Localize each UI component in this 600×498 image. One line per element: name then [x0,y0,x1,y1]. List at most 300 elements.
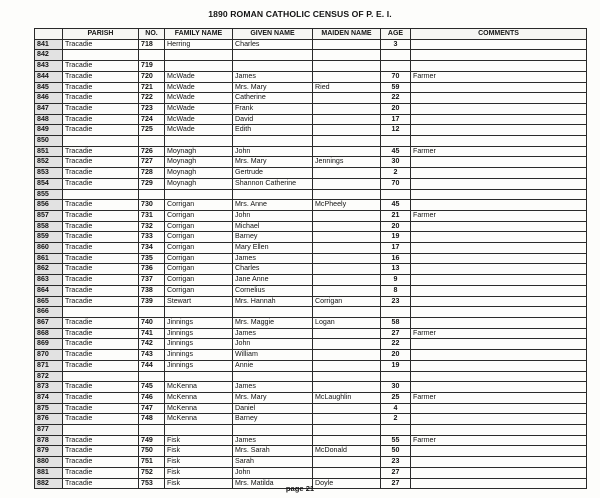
given-name-cell: James [233,382,313,393]
maiden-name-cell [313,360,381,371]
comments-cell [411,285,587,296]
family-name-cell: Moynagh [165,146,233,157]
table-row [35,339,587,350]
number-cell: 748 [139,414,165,425]
parish-cell: Tracadie [63,61,139,72]
comments-cell [411,317,587,328]
family-name-cell: Jinnings [165,350,233,361]
header-cell-family-name: FAMILY NAME [165,29,233,40]
maiden-name-cell [313,328,381,339]
comments-cell [411,61,587,72]
table-row [35,93,587,104]
census-table [34,28,587,489]
parish-cell [63,371,139,382]
row-number: 876 [35,414,63,425]
age-cell: 55 [381,435,411,446]
age-cell: 59 [381,82,411,93]
given-name-cell: John [233,210,313,221]
comments-cell [411,403,587,414]
comments-cell [411,93,587,104]
age-cell: 3 [381,39,411,50]
comments-cell [411,425,587,436]
family-name-cell [165,307,233,318]
family-name-cell: Corrigan [165,232,233,243]
row-number: 851 [35,146,63,157]
table-row [35,39,587,50]
header-cell-comments: COMMENTS [411,29,587,40]
maiden-name-cell [313,275,381,286]
family-name-cell: Herring [165,39,233,50]
number-cell: 737 [139,275,165,286]
maiden-name-cell [313,371,381,382]
row-number: 855 [35,189,63,200]
table-row [35,285,587,296]
table-row [35,232,587,243]
comments-cell [411,253,587,264]
parish-cell: Tracadie [63,232,139,243]
given-name-cell: John [233,146,313,157]
given-name-cell [233,371,313,382]
maiden-name-cell [313,168,381,179]
given-name-cell: William [233,350,313,361]
table-row [35,425,587,436]
age-cell [381,136,411,147]
maiden-name-cell [313,189,381,200]
table-row [35,157,587,168]
parish-cell: Tracadie [63,350,139,361]
comments-cell [411,39,587,50]
header-cell-parish: PARISH [63,29,139,40]
comments-cell [411,103,587,114]
header-row [35,29,587,40]
comments-cell [411,189,587,200]
table-row [35,328,587,339]
number-cell: 724 [139,114,165,125]
number-cell: 742 [139,339,165,350]
number-cell: 726 [139,146,165,157]
parish-cell: Tracadie [63,264,139,275]
table-row [35,125,587,136]
row-number: 853 [35,168,63,179]
maiden-name-cell [313,307,381,318]
parish-cell: Tracadie [63,103,139,114]
maiden-name-cell [313,39,381,50]
comments-cell [411,125,587,136]
family-name-cell: Corrigan [165,253,233,264]
table-row [35,317,587,328]
table-row [35,200,587,211]
maiden-name-cell: McPheely [313,200,381,211]
row-number: 846 [35,93,63,104]
given-name-cell: Shannon Catherine [233,178,313,189]
family-name-cell [165,136,233,147]
maiden-name-cell [313,103,381,114]
parish-cell: Tracadie [63,339,139,350]
comments-cell [411,157,587,168]
comments-cell [411,200,587,211]
parish-cell: Tracadie [63,360,139,371]
age-cell: 20 [381,350,411,361]
table-row [35,103,587,114]
family-name-cell: Fisk [165,446,233,457]
maiden-name-cell [313,114,381,125]
parish-cell: Tracadie [63,146,139,157]
table-row [35,61,587,72]
comments-cell [411,457,587,468]
age-cell: 70 [381,71,411,82]
age-cell: 30 [381,382,411,393]
comments-cell [411,82,587,93]
table-row [35,403,587,414]
number-cell: 738 [139,285,165,296]
row-number: 868 [35,328,63,339]
given-name-cell [233,136,313,147]
number-cell: 719 [139,61,165,72]
number-cell: 751 [139,457,165,468]
parish-cell: Tracadie [63,478,139,489]
maiden-name-cell: Jennings [313,157,381,168]
parish-cell: Tracadie [63,317,139,328]
number-cell: 746 [139,392,165,403]
row-number: 849 [35,125,63,136]
age-cell: 22 [381,93,411,104]
table-row [35,50,587,61]
age-cell: 27 [381,467,411,478]
parish-cell: Tracadie [63,457,139,468]
family-name-cell: Moynagh [165,157,233,168]
maiden-name-cell [313,457,381,468]
parish-cell: Tracadie [63,178,139,189]
maiden-name-cell: McDonald [313,446,381,457]
row-number: 852 [35,157,63,168]
family-name-cell: Corrigan [165,243,233,254]
number-cell: 753 [139,478,165,489]
row-number: 841 [35,39,63,50]
parish-cell: Tracadie [63,446,139,457]
given-name-cell [233,425,313,436]
number-cell: 745 [139,382,165,393]
table-row [35,189,587,200]
table-row [35,243,587,254]
parish-cell: Tracadie [63,243,139,254]
row-number: 882 [35,478,63,489]
table-row [35,221,587,232]
family-name-cell: Corrigan [165,264,233,275]
family-name-cell: Fisk [165,467,233,478]
family-name-cell: Corrigan [165,200,233,211]
table-row [35,350,587,361]
row-number: 863 [35,275,63,286]
table-row [35,467,587,478]
comments-cell [411,114,587,125]
given-name-cell: Annie [233,360,313,371]
number-cell: 721 [139,82,165,93]
number-cell: 720 [139,71,165,82]
age-cell: 20 [381,221,411,232]
row-number: 881 [35,467,63,478]
family-name-cell: Jinnings [165,328,233,339]
age-cell: 27 [381,478,411,489]
row-number: 859 [35,232,63,243]
age-cell: 23 [381,457,411,468]
family-name-cell: Fisk [165,435,233,446]
age-cell: 21 [381,210,411,221]
row-number: 850 [35,136,63,147]
given-name-cell [233,50,313,61]
family-name-cell: Fisk [165,478,233,489]
table-row [35,296,587,307]
comments-cell: Farmer [411,71,587,82]
comments-cell [411,339,587,350]
family-name-cell: McKenna [165,382,233,393]
family-name-cell [165,371,233,382]
header-cell-given-name: GIVEN NAME [233,29,313,40]
comments-cell [411,168,587,179]
maiden-name-cell [313,403,381,414]
maiden-name-cell [313,232,381,243]
comments-cell [411,414,587,425]
table-row [35,446,587,457]
maiden-name-cell [313,210,381,221]
number-cell: 731 [139,210,165,221]
given-name-cell: David [233,114,313,125]
age-cell [381,61,411,72]
given-name-cell: John [233,467,313,478]
number-cell: 749 [139,435,165,446]
table-row [35,275,587,286]
number-cell [139,371,165,382]
number-cell [139,189,165,200]
family-name-cell: McWade [165,114,233,125]
maiden-name-cell [313,425,381,436]
number-cell: 735 [139,253,165,264]
number-cell: 733 [139,232,165,243]
number-cell: 752 [139,467,165,478]
row-number: 857 [35,210,63,221]
family-name-cell: Corrigan [165,221,233,232]
table-row [35,371,587,382]
maiden-name-cell [313,467,381,478]
age-cell: 13 [381,264,411,275]
row-number: 842 [35,50,63,61]
header-cell-maiden-name: MAIDEN NAME [313,29,381,40]
given-name-cell: Mrs. Mary [233,82,313,93]
age-cell: 17 [381,114,411,125]
parish-cell: Tracadie [63,467,139,478]
given-name-cell: Mrs. Sarah [233,446,313,457]
given-name-cell: James [233,253,313,264]
row-number: 874 [35,392,63,403]
maiden-name-cell [313,221,381,232]
header-cell-age: AGE [381,29,411,40]
table-row [35,253,587,264]
comments-cell [411,360,587,371]
row-number: 870 [35,350,63,361]
given-name-cell: Charles [233,39,313,50]
maiden-name-cell: Ried [313,82,381,93]
age-cell: 25 [381,392,411,403]
row-number: 875 [35,403,63,414]
age-cell: 20 [381,103,411,114]
parish-cell: Tracadie [63,285,139,296]
comments-cell [411,50,587,61]
maiden-name-cell: McLaughlin [313,392,381,403]
number-cell [139,307,165,318]
given-name-cell: Gertrude [233,168,313,179]
family-name-cell: Corrigan [165,285,233,296]
given-name-cell: James [233,435,313,446]
family-name-cell: Corrigan [165,275,233,286]
comments-cell [411,446,587,457]
given-name-cell: Edith [233,125,313,136]
family-name-cell: McWade [165,103,233,114]
age-cell [381,50,411,61]
row-number: 847 [35,103,63,114]
given-name-cell: James [233,328,313,339]
row-number: 873 [35,382,63,393]
table-row [35,435,587,446]
maiden-name-cell [313,253,381,264]
parish-cell [63,50,139,61]
parish-cell: Tracadie [63,414,139,425]
given-name-cell: Mary Ellen [233,243,313,254]
table-row [35,360,587,371]
family-name-cell: McKenna [165,392,233,403]
given-name-cell: Mrs. Hannah [233,296,313,307]
comments-cell [411,136,587,147]
row-number: 879 [35,446,63,457]
maiden-name-cell [313,414,381,425]
given-name-cell: Catherine [233,93,313,104]
parish-cell: Tracadie [63,328,139,339]
given-name-cell: James [233,71,313,82]
comments-cell: Farmer [411,435,587,446]
age-cell: 22 [381,339,411,350]
parish-cell: Tracadie [63,392,139,403]
comments-cell [411,178,587,189]
row-number: 848 [35,114,63,125]
age-cell: 45 [381,200,411,211]
row-number: 854 [35,178,63,189]
row-number: 858 [35,221,63,232]
parish-cell: Tracadie [63,82,139,93]
row-number: 844 [35,71,63,82]
number-cell: 747 [139,403,165,414]
maiden-name-cell [313,339,381,350]
parish-cell [63,136,139,147]
age-cell: 58 [381,317,411,328]
number-cell: 728 [139,168,165,179]
row-number: 865 [35,296,63,307]
age-cell: 50 [381,446,411,457]
number-cell: 740 [139,317,165,328]
census-body [35,39,587,489]
parish-cell: Tracadie [63,125,139,136]
age-cell: 17 [381,243,411,254]
age-cell: 9 [381,275,411,286]
header-cell-rownum [35,29,63,40]
number-cell: 743 [139,350,165,361]
age-cell: 30 [381,157,411,168]
table-row [35,210,587,221]
table-row [35,168,587,179]
age-cell: 2 [381,414,411,425]
parish-cell: Tracadie [63,157,139,168]
table-row [35,146,587,157]
age-cell [381,371,411,382]
parish-cell: Tracadie [63,93,139,104]
row-number: 871 [35,360,63,371]
maiden-name-cell [313,93,381,104]
parish-cell: Tracadie [63,296,139,307]
parish-cell: Tracadie [63,168,139,179]
number-cell: 732 [139,221,165,232]
family-name-cell [165,61,233,72]
comments-cell [411,307,587,318]
table-row [35,136,587,147]
parish-cell [63,307,139,318]
row-number: 843 [35,61,63,72]
table-row [35,82,587,93]
age-cell [381,307,411,318]
parish-cell: Tracadie [63,275,139,286]
age-cell: 12 [381,125,411,136]
given-name-cell: Mrs. Mary [233,392,313,403]
row-number: 878 [35,435,63,446]
age-cell: 23 [381,296,411,307]
table-row [35,178,587,189]
maiden-name-cell [313,125,381,136]
number-cell: 729 [139,178,165,189]
maiden-name-cell: Logan [313,317,381,328]
row-number: 880 [35,457,63,468]
age-cell: 2 [381,168,411,179]
given-name-cell: Mrs. Maggie [233,317,313,328]
family-name-cell [165,425,233,436]
maiden-name-cell [313,50,381,61]
age-cell [381,425,411,436]
table-row [35,264,587,275]
given-name-cell: Michael [233,221,313,232]
comments-cell [411,296,587,307]
age-cell [381,189,411,200]
given-name-cell: Cornelius [233,285,313,296]
number-cell: 725 [139,125,165,136]
age-cell: 19 [381,360,411,371]
given-name-cell [233,61,313,72]
maiden-name-cell: Corrigan [313,296,381,307]
comments-cell [411,264,587,275]
family-name-cell: McWade [165,93,233,104]
parish-cell: Tracadie [63,114,139,125]
row-number: 872 [35,371,63,382]
number-cell [139,425,165,436]
maiden-name-cell [313,146,381,157]
parish-cell: Tracadie [63,200,139,211]
family-name-cell [165,50,233,61]
maiden-name-cell [313,350,381,361]
row-number: 860 [35,243,63,254]
comments-cell [411,350,587,361]
age-cell: 45 [381,146,411,157]
given-name-cell: John [233,339,313,350]
number-cell: 727 [139,157,165,168]
row-number: 867 [35,317,63,328]
comments-cell [411,243,587,254]
parish-cell: Tracadie [63,435,139,446]
page-title: 1890 ROMAN CATHOLIC CENSUS OF P. E. I. [208,9,392,19]
row-number: 856 [35,200,63,211]
